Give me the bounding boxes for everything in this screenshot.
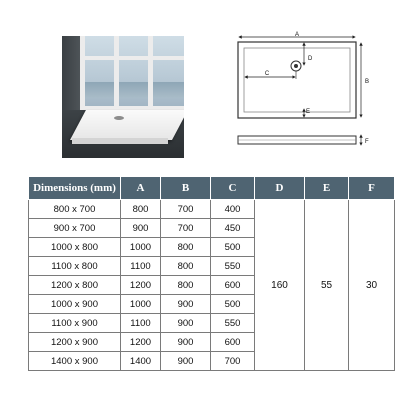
product-photo <box>62 36 184 158</box>
cell-a: 1200 <box>121 333 161 352</box>
header-f: F <box>349 177 395 200</box>
cell-c: 700 <box>211 352 255 371</box>
label-e: E <box>306 109 311 115</box>
cell-b: 800 <box>161 238 211 257</box>
cell-a: 1100 <box>121 257 161 276</box>
tray-dimension-diagram <box>230 30 380 156</box>
cell-a: 1100 <box>121 314 161 333</box>
cell-c: 500 <box>211 295 255 314</box>
header-c: C <box>211 177 255 200</box>
cell-a: 1200 <box>121 276 161 295</box>
photo-shower-tray <box>70 110 184 140</box>
photo-tray-edge <box>72 138 168 144</box>
cell-b: 800 <box>161 257 211 276</box>
cell-c: 550 <box>211 257 255 276</box>
cell-c: 500 <box>211 238 255 257</box>
photo-window-frame <box>80 36 85 110</box>
cell-dimensions: 1000 x 900 <box>29 295 121 314</box>
cell-b: 900 <box>161 352 211 371</box>
cell-dimensions: 800 x 700 <box>29 200 121 219</box>
cell-dimensions: 1400 x 900 <box>29 352 121 371</box>
header-a: A <box>121 177 161 200</box>
photo-sea <box>80 82 184 98</box>
photo-window-frame <box>148 36 153 110</box>
table-row <box>29 200 395 219</box>
header-d: D <box>255 177 305 200</box>
cell-b: 900 <box>161 333 211 352</box>
label-b: B <box>365 79 370 85</box>
cell-dimensions: 1200 x 800 <box>29 276 121 295</box>
cell-e-shared: 55 <box>305 200 349 371</box>
photo-window-frame <box>80 56 184 60</box>
photo-window <box>80 36 184 110</box>
cell-b: 900 <box>161 314 211 333</box>
cell-c: 600 <box>211 333 255 352</box>
cell-a: 1000 <box>121 295 161 314</box>
cell-a: 900 <box>121 219 161 238</box>
cell-b: 700 <box>161 219 211 238</box>
label-c: C <box>264 71 270 77</box>
cell-a: 1400 <box>121 352 161 371</box>
label-f: F <box>365 139 369 145</box>
cell-dimensions: 1100 x 900 <box>29 314 121 333</box>
photo-window-frame <box>114 36 119 110</box>
cell-dimensions: 1000 x 800 <box>29 238 121 257</box>
cell-c: 600 <box>211 276 255 295</box>
tray-outline-top-view <box>238 42 356 118</box>
cell-a: 1000 <box>121 238 161 257</box>
cell-dimensions: 1200 x 900 <box>29 333 121 352</box>
cell-c: 550 <box>211 314 255 333</box>
dimensions-table <box>28 176 395 371</box>
label-d: D <box>308 56 313 62</box>
header-dimensions: Dimensions (mm) <box>29 177 121 200</box>
cell-b: 800 <box>161 276 211 295</box>
cell-a: 800 <box>121 200 161 219</box>
cell-c: 450 <box>211 219 255 238</box>
header-e: E <box>305 177 349 200</box>
header-b: B <box>161 177 211 200</box>
cell-dimensions: 900 x 700 <box>29 219 121 238</box>
label-a: A <box>294 32 300 38</box>
drain-centre <box>294 64 298 68</box>
cell-d-shared: 160 <box>255 200 305 371</box>
cell-dimensions: 1100 x 800 <box>29 257 121 276</box>
cell-c: 400 <box>211 200 255 219</box>
table-header-row <box>29 177 395 200</box>
cell-b: 900 <box>161 295 211 314</box>
cell-b: 700 <box>161 200 211 219</box>
photo-drain <box>114 116 124 120</box>
cell-f-shared: 30 <box>349 200 395 371</box>
